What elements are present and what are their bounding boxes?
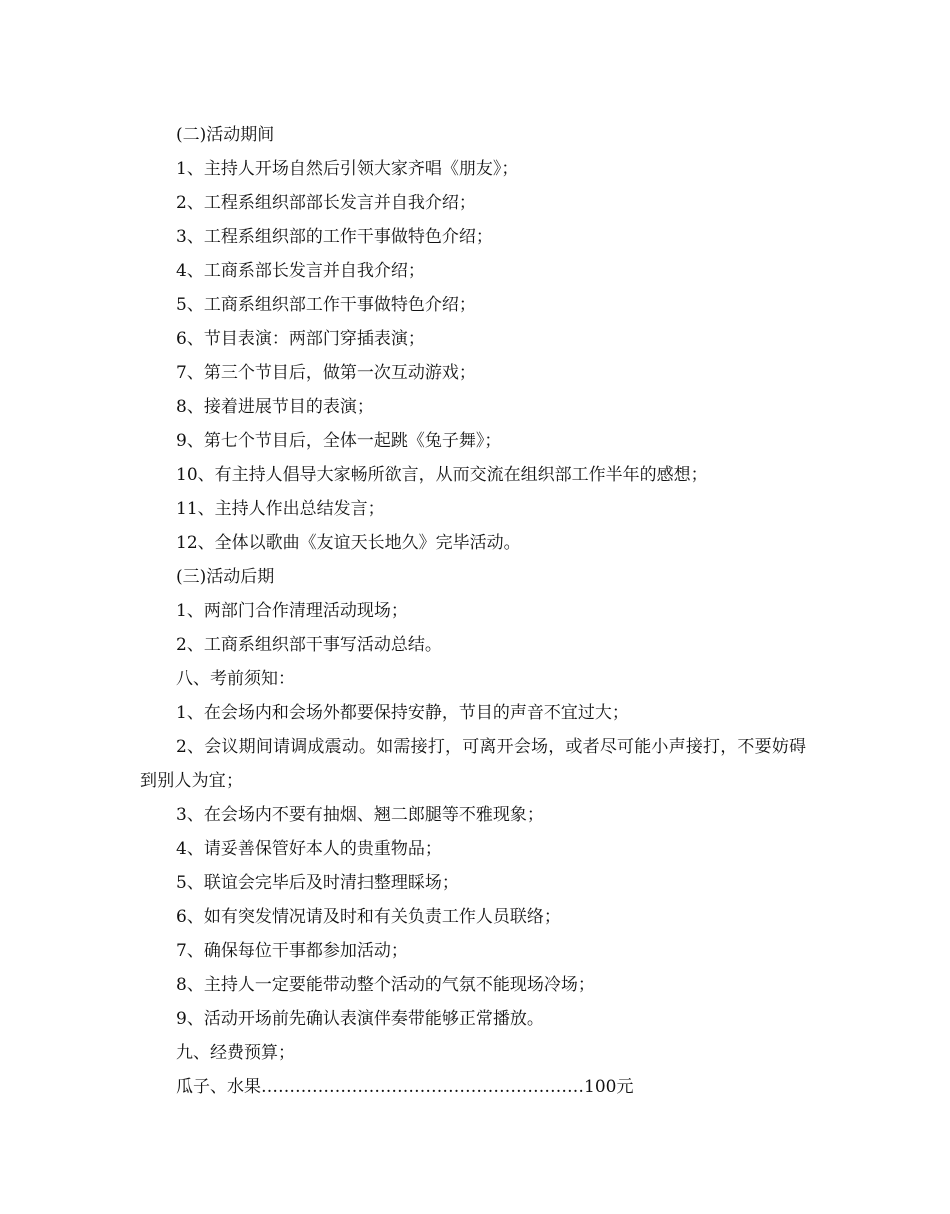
- list-item: 3、工程系组织部的工作干事做特色介绍；: [176, 227, 493, 247]
- section-heading-budget: 九、经费预算；: [176, 1043, 295, 1063]
- list-item: 7、第三个节目后，做第一次互动游戏；: [176, 363, 476, 383]
- document-body: [140, 118, 810, 1104]
- wrapped-list-item: 2、会议期间请调成震动。如需接打，可离开会场，或者尽可能小声接打，不要妨碍到别人为宜；: [140, 737, 807, 791]
- list-item: 9、活动开场前先确认表演伴奏带能够正常播放。: [176, 1009, 544, 1029]
- list-item: 12、全体以歌曲《友谊天长地久》完毕活动。: [176, 533, 521, 553]
- list-item: 7、确保每位干事都参加活动；: [176, 941, 408, 961]
- list-item: 8、主持人一定要能带动整个活动的气氛不能现场冷场；: [176, 975, 595, 995]
- section-heading-during: (二)活动期间: [176, 125, 275, 145]
- list-item: 2、工程系组织部部长发言并自我介绍；: [176, 193, 476, 213]
- list-item: 6、节目表演：两部门穿插表演；: [176, 329, 425, 349]
- list-item: 5、联谊会完毕后及时清扫整理睬场；: [176, 873, 459, 893]
- list-item: 4、请妥善保管好本人的贵重物品；: [176, 839, 442, 859]
- list-item: 8、接着进展节目的表演；: [176, 397, 374, 417]
- list-item: 10、有主持人倡导大家畅所欲言，从而交流在组织部工作半年的感想；: [176, 465, 708, 485]
- list-item: 1、在会场内和会场外都要保持安静，节目的声音不宜过大；: [176, 703, 629, 723]
- list-item: 9、第七个节目后，全体一起跳《兔子舞》；: [176, 431, 502, 451]
- list-item: 4、工商系部长发言并自我介绍；: [176, 261, 425, 281]
- list-item: 3、在会场内不要有抽烟、翘二郎腿等不雅现象；: [176, 805, 544, 825]
- list-item: 1、两部门合作清理活动现场；: [176, 601, 408, 621]
- budget-item: 瓜子、水果…………………………………………………100元: [176, 1077, 634, 1097]
- section-heading-after: (三)活动后期: [176, 567, 275, 587]
- list-item: 2、工商系组织部干事写活动总结。: [176, 635, 442, 655]
- list-item: 11、主持人作出总结发言；: [176, 499, 385, 519]
- section-heading-notice: 八、考前须知：: [176, 669, 295, 689]
- list-item: 1、主持人开场自然后引领大家齐唱《朋友》；: [176, 159, 519, 179]
- list-item: 6、如有突发情况请及时和有关负责工作人员联络；: [176, 907, 561, 927]
- list-item: 5、工商系组织部工作干事做特色介绍；: [176, 295, 476, 315]
